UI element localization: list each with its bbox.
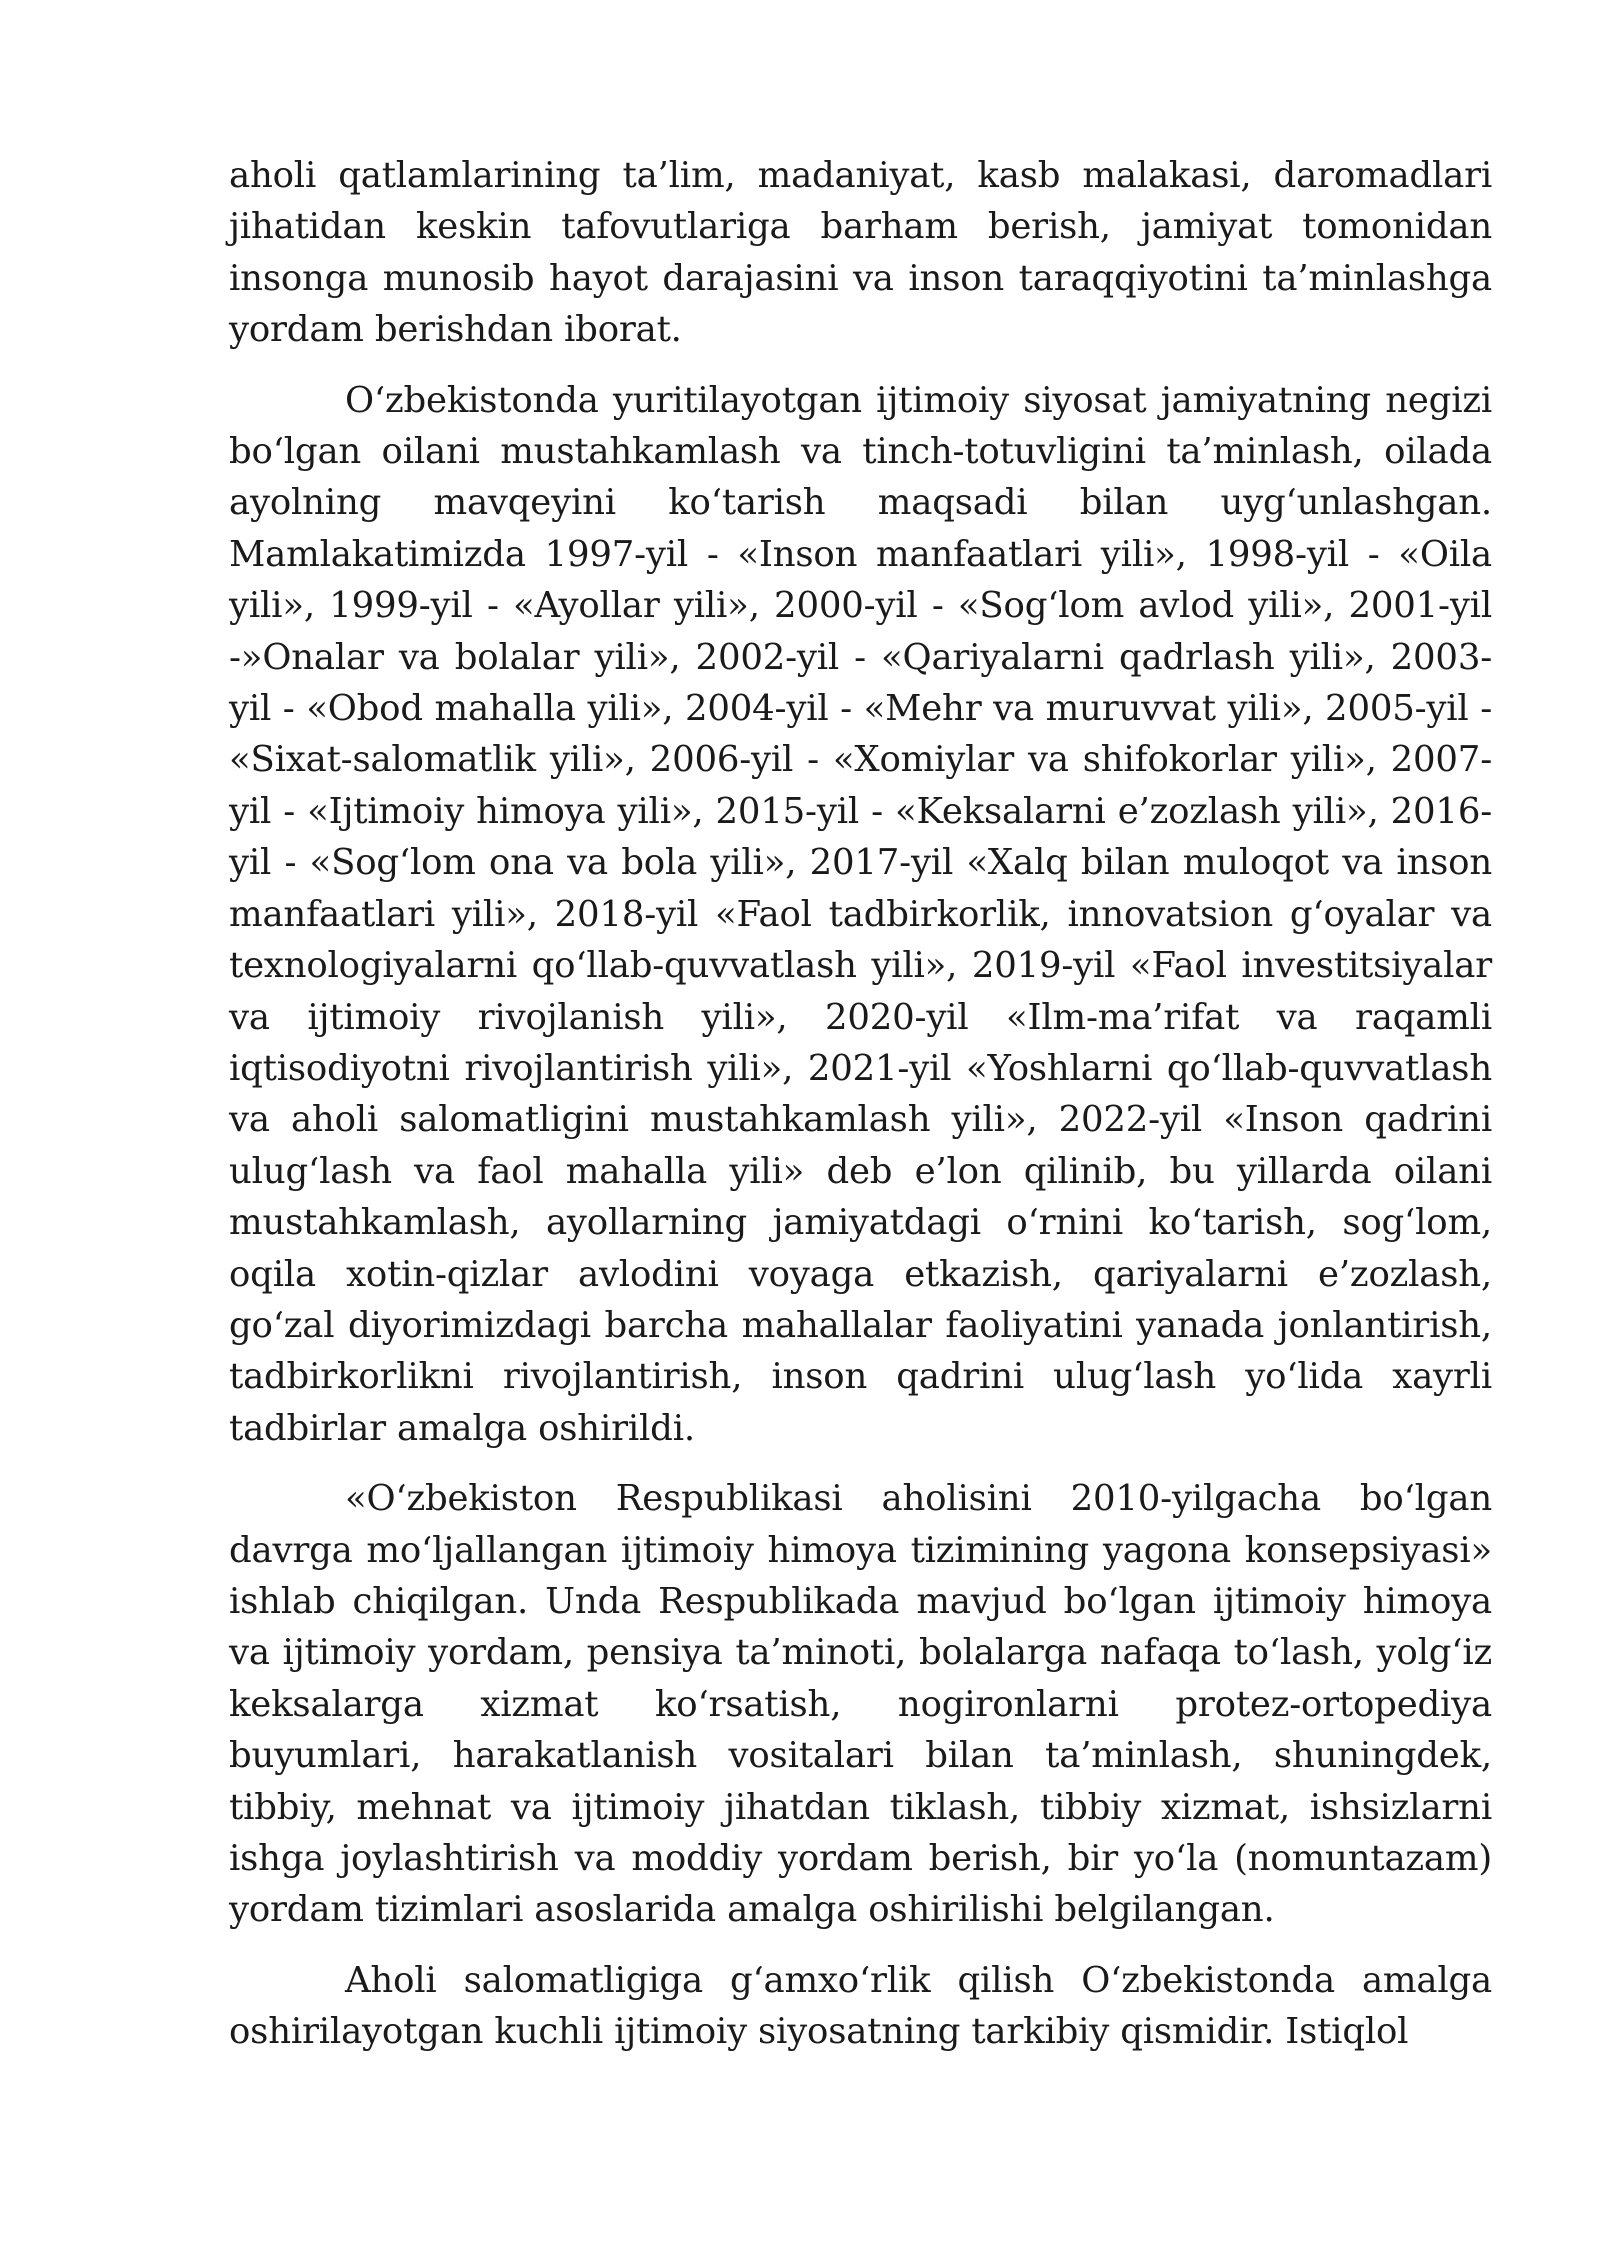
document-page — [229, 150, 1492, 2058]
paragraph-public-health: Aholi salomatligiga g‘amxo‘rlik qilish O‘zbekistonda amalga oshirilayotgan kuchli ijtimoiy siyosatning tarkibiy qismidir. Istiqlol — [229, 1959, 1492, 2053]
paragraph-social-policy: O‘zbekistonda yuritilayotgan ijtimoiy siyosat jamiyatning negizi bo‘lgan oilani mustahkamlash va tinch-totuvligini ta’minlash, oilada ayolning mavqeyini ko‘tarish maqsadi bilan uyg‘unlashgan. Mamlakatimizda 1997-yil - «Inson manfaatlari yili», 1998-yil - «Oila yili», 1999-yil - «Ayollar yili», 2000-yil - «Sog‘lom avlod yili», 2001-yil -»Onalar va bolalar yili», 2002-yil - «Qariyalarni qadrlash yili», 2003-yil - «Obod mahalla yili», 2004-yil - «Mehr va muruvvat yili», 2005-yil - «Sixat-salomatlik yili», 2006-yil - «Xomiylar va shifokorlar yili», 2007-yil - «Ijtimoiy himoya yili», 2015-yil - «Keksalarni e’zozlash yili», 2016-yil - «Sog‘lom ona va bola yili», 2017-yil «Xalq bilan muloqot va inson manfaatlari yili», 2018-yil «Faol tadbirkorlik, innovatsion g‘oyalar va texnologiyalarni qo‘llab-quvvatlash yili», 2019-yil «Faol investitsiyalar va ijtimoiy rivojlanish yili», 2020-yil «Ilm-ma’rifat va raqamli iqtisodiyotni rivojlantirish yili», 2021-yil «Yoshlarni qo‘llab-quvvatlash va aholi salomatligini mustahkamlash yili», 2022-yil «Inson qadrini ulug‘lash va faol mahalla yili» deb e’lon qilinib, bu yillarda oilani mustahkamlash, ayollarning jamiyatdagi o‘rnini ko‘tarish, sog‘lom, oqila xotin-qizlar avlodini voyaga etkazish, qariyalarni e’zozlash, go‘zal diyorimizdagi barcha mahallalar faoliyatini yanada jonlantirish, tadbirkorlikni rivojlantirish, inson qadrini ulug‘lash yo‘lida xayrli tadbirlar amalga oshirildi. — [229, 379, 1492, 1449]
paragraph-continuation: aholi qatlamlarining ta’lim, madaniyat, kasb malakasi, daromadlari jihatidan keskin tafovutlariga barham berish, jamiyat tomonidan insonga munosib hayot darajasini va inson taraqqiyotini ta’minlashga yordam berishdan iborat. — [229, 155, 1492, 351]
paragraph-social-protection-concept: «O‘zbekiston Respublikasi aholisini 2010-yilgacha bo‘lgan davrga mo‘ljallangan ijtimoiy himoya tizimining yagona konsepsiyasi» ishlab chiqilgan. Unda Respublikada mavjud bo‘lgan ijtimoiy himoya va ijtimoiy yordam, pensiya ta’minoti, bolalarga nafaqa to‘lash, yolg‘iz keksalarga xizmat ko‘rsatish, nogironlarni protez-ortopediya buyumlari, harakatlanish vositalari bilan ta’minlash, shuningdek, tibbiy, mehnat va ijtimoiy jihatdan tiklash, tibbiy xizmat, ishsizlarni ishga joylashtirish va moddiy yordam berish, bir yo‘la (nomuntazam) yordam tizimlari asoslarida amalga oshirilishi belgilangan. — [229, 1478, 1492, 1931]
